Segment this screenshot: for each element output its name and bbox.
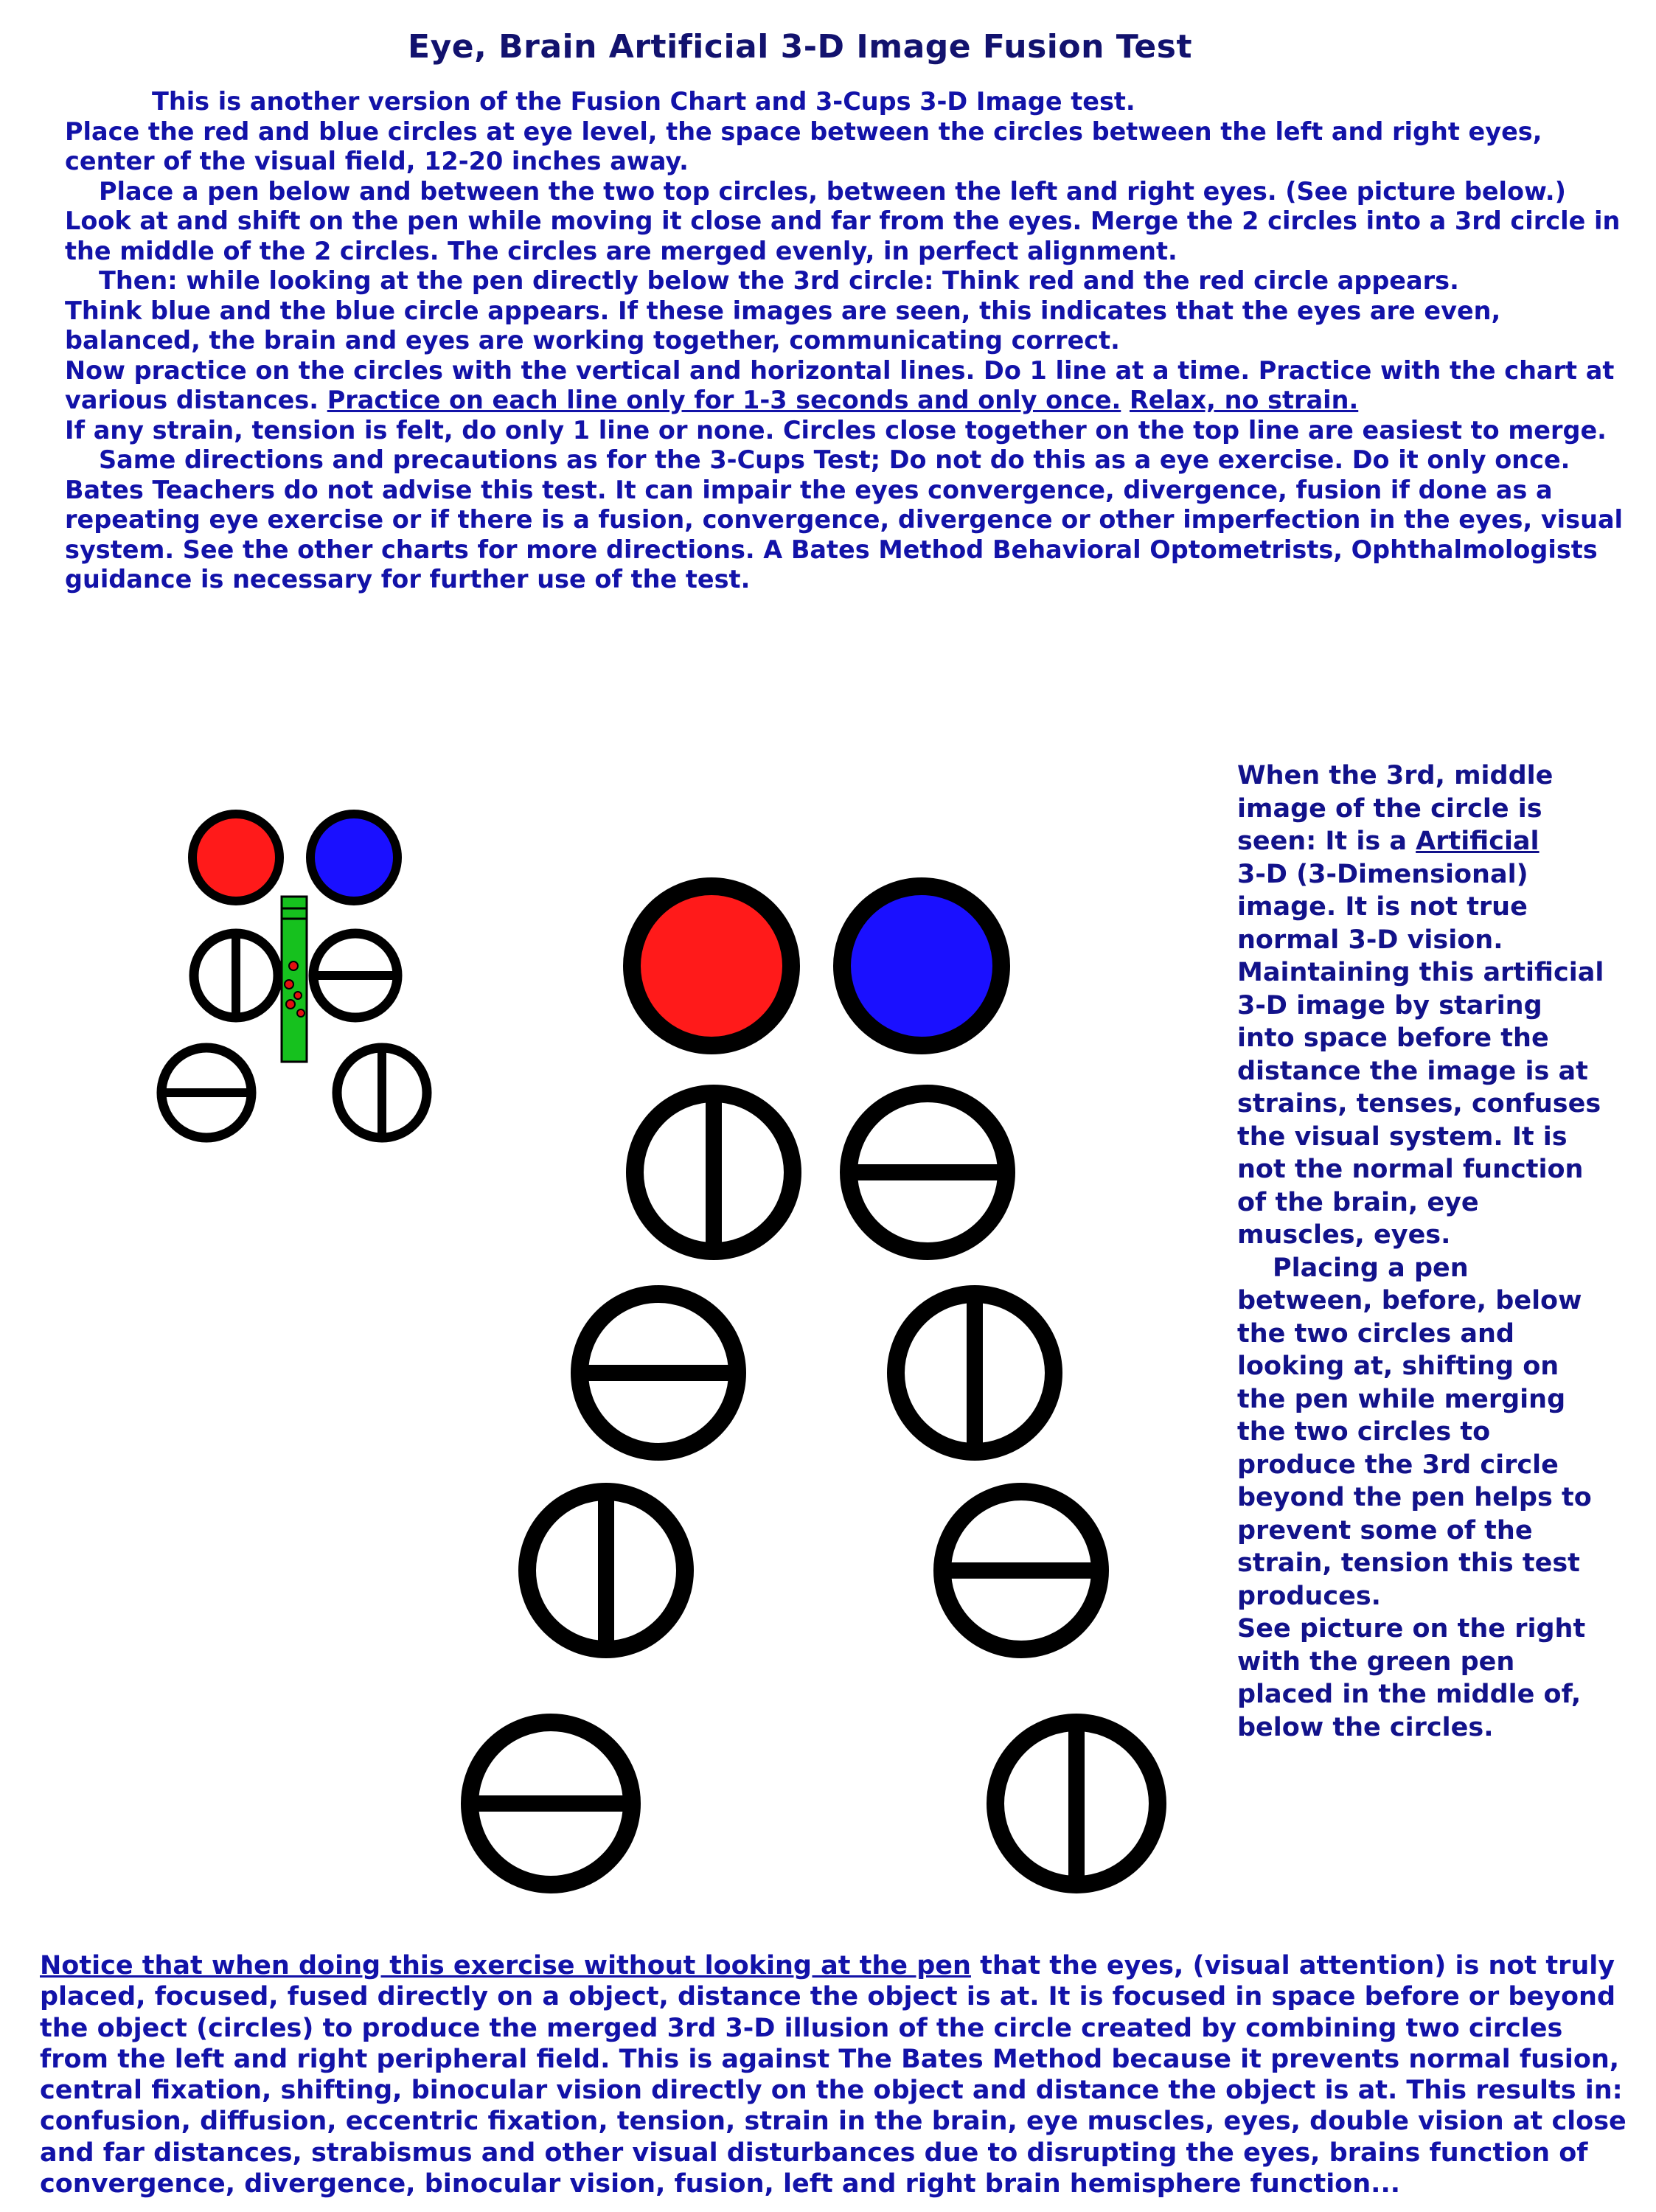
- horizontal-line-circle: [942, 1492, 1100, 1649]
- side-line: the pen while merging: [1237, 1384, 1566, 1414]
- thumbnail-horizontal-line-circle: [313, 933, 397, 1018]
- notice-heading: Notice that when doing this exercise without looking at the pen: [40, 1951, 971, 1980]
- intro-line: Then: while looking at the pen directly below the 3rd circle: Think red and the red circle appears.: [99, 266, 1459, 295]
- thumbnail-red-circle: [192, 814, 279, 901]
- side-line: muscles, eyes.: [1237, 1220, 1451, 1250]
- thumbnail-vertical-line-circle: [194, 933, 278, 1018]
- side-line: distance the image is at: [1237, 1056, 1588, 1086]
- side-line: Placing a pen: [1273, 1253, 1469, 1283]
- intro-line: guidance is necessary for further use of the test.: [65, 565, 751, 594]
- bottom-line: and far distances, strabismus and other visual disturbances due to disrupting the eyes, brains function of: [40, 2138, 1588, 2168]
- intro-line: Bates Teachers do not advise this test. It can impair the eyes convergence, divergence, fusion if done as a: [65, 475, 1553, 504]
- bottom-line: confusion, diffusion, eccentric fixation, tension, strain in the brain, eye muscles, eyes, double vision at close: [40, 2107, 1627, 2137]
- bottom-text-span: that the eyes, (visual attention) is not truly: [970, 1951, 1615, 1980]
- side-line: produces.: [1237, 1581, 1381, 1611]
- bottom-line: placed, focused, fused directly on a object, distance the object is at. It is focused in space before or beyond: [40, 1982, 1616, 2012]
- thumbnail-blue-circle: [310, 814, 397, 901]
- side-line: with the green pen: [1237, 1646, 1515, 1677]
- horizontal-line-circle: [470, 1722, 632, 1885]
- side-line: placed in the middle of,: [1237, 1680, 1582, 1709]
- side-line: the two circles to: [1237, 1417, 1491, 1447]
- side-line: prevent some of the: [1237, 1515, 1533, 1545]
- intro-line: Same directions and precautions as for the 3-Cups Test; Do not do this as a eye exercise. Do it only once.: [99, 445, 1570, 474]
- blue-circle: [842, 886, 1001, 1046]
- side-line: looking at, shifting on: [1237, 1352, 1559, 1381]
- side-text-span: seen: It is a: [1237, 827, 1416, 856]
- side-line: the two circles and: [1237, 1318, 1514, 1349]
- side-line: beyond the pen helps to: [1237, 1483, 1592, 1512]
- intro-line: center of the visual field, 12-20 inches away.: [65, 147, 689, 175]
- intro-line: This is another version of the Fusion Chart and 3-Cups 3-D Image test.: [152, 87, 1135, 116]
- side-line: the visual system. It is: [1237, 1121, 1568, 1152]
- practice-note: Practice on each line only for 1-3 seconds and only once.: [327, 386, 1121, 414]
- intro-line: the middle of the 2 circles. The circles are merged evenly, in perfect alignment.: [65, 236, 1177, 265]
- side-line: of the brain, eye: [1237, 1187, 1479, 1217]
- side-line: See picture on the right: [1237, 1614, 1586, 1644]
- horizontal-line-circle: [580, 1294, 737, 1452]
- horizontal-line-circle: [849, 1093, 1006, 1251]
- relax-note: Relax, no strain.: [1129, 386, 1359, 414]
- artificial-term: Artificial: [1416, 827, 1540, 856]
- side-line: image. It is not true: [1237, 892, 1528, 922]
- side-line: 3-D image by staring: [1237, 990, 1542, 1020]
- side-line: 3-D (3-Dimensional): [1237, 859, 1528, 889]
- intro-line: Place a pen below and between the two top circles, between the left and right eyes. (See picture below.): [99, 176, 1566, 206]
- side-line: below the circles.: [1237, 1712, 1494, 1742]
- bottom-line: convergence, divergence, binocular vision, fusion, left and right brain hemisphere function...: [40, 2169, 1401, 2199]
- green-pen-icon: [282, 897, 307, 1062]
- bottom-line: central fixation, shifting, binocular vision directly on the object and distance the object is at. This results in:: [40, 2076, 1623, 2106]
- thumbnail-picture: [161, 814, 427, 1138]
- vertical-line-circle: [635, 1093, 793, 1251]
- thumbnail-vertical-line-circle: [337, 1048, 427, 1138]
- side-line: strains, tenses, confuses: [1237, 1089, 1601, 1119]
- side-line: strain, tension this test: [1237, 1548, 1580, 1578]
- side-line: produce the 3rd circle: [1237, 1450, 1559, 1480]
- bottom-line: the object (circles) to produce the merged 3rd 3-D illusion of the circle created by combining two circles: [40, 2013, 1563, 2043]
- intro-line: balanced, the brain and eyes are working together, communicating correct.: [65, 326, 1120, 355]
- vertical-line-circle: [896, 1294, 1054, 1452]
- vertical-line-circle: [527, 1492, 685, 1649]
- thumbnail-horizontal-line-circle: [161, 1048, 251, 1138]
- side-line: between, before, below: [1237, 1286, 1582, 1315]
- intro-line: system. See the other charts for more directions. A Bates Method Behavioral Optometrists, Ophthalmologists: [65, 535, 1598, 564]
- intro-line: Look at and shift on the pen while moving it close and far from the eyes. Merge the 2 circles into a 3rd circle in: [65, 206, 1621, 235]
- side-line: Maintaining this artificial: [1237, 958, 1604, 987]
- side-line: into space before the: [1237, 1023, 1549, 1053]
- bottom-line: from the left and right peripheral field. This is against The Bates Method because it prevents normal fusion,: [40, 2044, 1620, 2074]
- side-line: not the normal function: [1237, 1155, 1584, 1184]
- vertical-line-circle: [995, 1722, 1158, 1885]
- intro-line: If any strain, tension is felt, do only 1 line or none. Circles close together on the top line are easiest to merge.: [65, 415, 1607, 445]
- page-title: Eye, Brain Artificial 3-D Image Fusion Test: [408, 28, 1192, 66]
- intro-line: Think blue and the blue circle appears. If these images are seen, this indicates that the eyes are even,: [65, 296, 1501, 325]
- intro-line: Place the red and blue circles at eye level, the space between the circles between the left and right eyes,: [65, 116, 1542, 146]
- side-line: image of the circle is: [1237, 793, 1542, 824]
- side-line: normal 3-D vision.: [1237, 925, 1503, 955]
- intro-text-span: various distances.: [65, 386, 327, 414]
- red-circle: [632, 886, 791, 1046]
- intro-line: repeating eye exercise or if there is a fusion, convergence, divergence or other imperfection in the eyes, visual: [65, 505, 1624, 534]
- intro-line: Now practice on the circles with the vertical and horizontal lines. Do 1 line at a time. Practice with the chart at: [65, 355, 1615, 385]
- side-line: When the 3rd, middle: [1237, 761, 1554, 790]
- main-chart: [470, 886, 1158, 1885]
